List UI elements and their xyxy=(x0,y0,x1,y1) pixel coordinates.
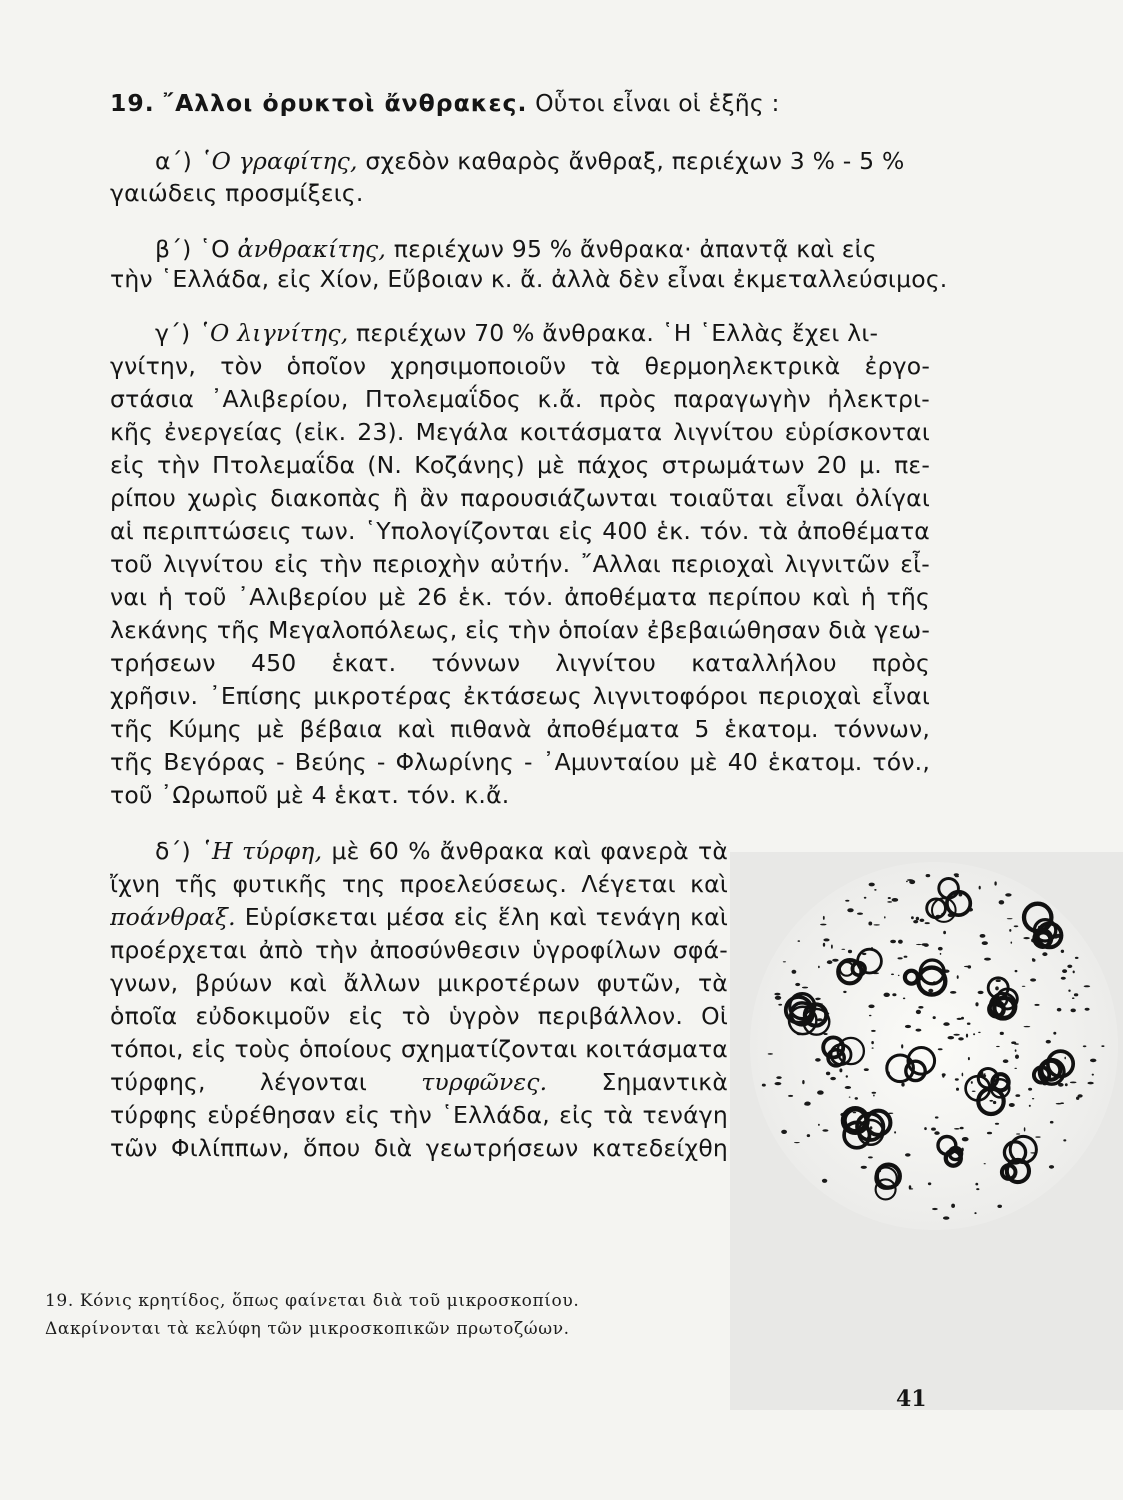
debris-speck xyxy=(818,966,820,969)
item-d-line-8 xyxy=(110,1067,728,1097)
item-a-line-1 xyxy=(155,146,905,176)
debris-speck xyxy=(994,881,996,885)
debris-speck xyxy=(792,970,797,974)
debris-speck xyxy=(1029,1105,1031,1107)
debris-speck xyxy=(1092,1074,1094,1076)
debris-speck xyxy=(948,1036,955,1039)
item-c-line: τῆς Βεγόρας - Βεύης - Φλωρίνης - ᾿Αμυνταίου μὲ 40 ἑκατομ. τόν., xyxy=(110,748,930,776)
debris-speck xyxy=(1014,1068,1017,1069)
item-c-line: γνίτην, τὸν ὁποῖον χρησιμοποιοῦν τὰ θερμοηλεκτρικὰ ἐργο- xyxy=(110,352,930,380)
debris-speck xyxy=(898,940,903,944)
item-c-line: τῆς Κύμης μὲ βέβαια καὶ πιθανὰ ἀποθέματα 5 ἑκατομ. τόννων, xyxy=(110,715,930,743)
debris-speck xyxy=(1050,1121,1054,1124)
debris-speck xyxy=(868,1005,874,1009)
debris-speck xyxy=(980,934,986,938)
debris-speck xyxy=(781,1130,787,1134)
debris-speck xyxy=(976,1188,979,1190)
debris-speck xyxy=(795,983,800,986)
debris-speck xyxy=(1011,1041,1016,1044)
debris-speck xyxy=(1030,978,1036,981)
debris-speck xyxy=(762,1084,766,1087)
debris-speck xyxy=(971,1081,973,1084)
debris-speck xyxy=(975,1183,978,1186)
debris-speck xyxy=(1062,969,1067,973)
debris-speck xyxy=(1074,993,1078,996)
debris-speck xyxy=(943,931,946,935)
item-d-text-8b: Σημαντικὰ xyxy=(601,1068,728,1096)
debris-speck xyxy=(868,1156,873,1158)
debris-speck xyxy=(864,897,867,899)
debris-speck xyxy=(906,881,908,883)
item-d-text: μὲ 60 % ἄνθρακα καὶ φανερὰ τὰ xyxy=(331,837,728,865)
debris-speck xyxy=(897,957,902,959)
debris-speck xyxy=(820,924,826,926)
debris-speck xyxy=(989,1100,993,1102)
item-a-line-2: γαιώδεις προσμίξεις. xyxy=(110,179,364,207)
debris-speck xyxy=(940,953,942,955)
debris-speck xyxy=(926,874,931,877)
item-c-last-line: τοῦ ᾿Ωρωποῦ μὲ 4 ἑκατ. τόν. κ.ἄ. xyxy=(110,781,510,809)
debris-speck xyxy=(950,991,956,994)
debris-speck xyxy=(982,941,988,945)
debris-speck xyxy=(1046,1040,1051,1044)
debris-speck xyxy=(1073,971,1075,974)
debris-speck xyxy=(894,1131,896,1133)
debris-speck xyxy=(1015,1049,1017,1052)
debris-speck xyxy=(973,1033,975,1035)
debris-speck xyxy=(802,1080,804,1084)
item-c-line: κῆς ἐνεργείας (εἰκ. 23). Μεγάλα κοιτάσματα λιγνίτου εὑρίσκονται xyxy=(110,418,930,446)
debris-speck xyxy=(1083,1045,1087,1047)
debris-speck xyxy=(1007,918,1013,919)
debris-speck xyxy=(916,1029,922,1032)
debris-speck xyxy=(1034,1004,1039,1006)
debris-speck xyxy=(984,1163,986,1164)
debris-speck xyxy=(802,987,808,989)
debris-speck xyxy=(1065,1083,1068,1086)
debris-speck xyxy=(776,1076,781,1079)
debris-speck xyxy=(817,1090,824,1094)
debris-speck xyxy=(943,1216,949,1219)
debris-speck xyxy=(1009,929,1011,932)
debris-speck xyxy=(916,1010,921,1014)
debris-speck xyxy=(891,974,894,976)
debris-speck xyxy=(984,958,991,961)
debris-speck xyxy=(831,945,833,949)
item-d-line-9: τύρφης εὑρέθησαν εἰς τὴν ῾Ελλάδα, εἰς τὰ τενάγη xyxy=(110,1101,728,1129)
item-c-line: λεκάνης τῆς Μεγαλοπόλεως, εἰς τὴν ὁποίαν ἐβεβαιώθησαν διὰ γεω- xyxy=(110,616,930,644)
debris-speck xyxy=(953,1034,959,1036)
debris-speck xyxy=(1011,942,1013,944)
debris-speck xyxy=(868,922,872,926)
debris-speck xyxy=(892,993,896,996)
debris-speck xyxy=(999,900,1005,904)
debris-speck xyxy=(925,922,930,924)
debris-speck xyxy=(975,1002,978,1006)
debris-speck xyxy=(1032,1098,1034,1099)
debris-speck xyxy=(1075,957,1079,959)
debris-speck xyxy=(905,1025,911,1028)
debris-speck xyxy=(960,1127,964,1130)
item-d-line: τόποι, εἰς τοὺς ὁποίους σχηματίζονται κοιτάσματα xyxy=(110,1035,728,1063)
debris-speck xyxy=(1003,1059,1009,1063)
debris-speck xyxy=(1067,965,1072,968)
debris-speck xyxy=(874,889,876,891)
debris-speck xyxy=(1016,1133,1020,1134)
debris-speck xyxy=(855,1097,858,1100)
item-d-prefix: δ΄) xyxy=(155,837,191,865)
debris-speck xyxy=(1076,1097,1079,1100)
debris-speck xyxy=(823,916,825,920)
debris-speck xyxy=(918,1006,923,1009)
figure-caption-line-2: Δακρίνονται τὰ κελύφη τῶν μικροσκοπικῶν πρωτοζώων. xyxy=(45,1319,570,1339)
item-b-term: ἀνθρακίτης, xyxy=(237,235,387,263)
item-c-line: αἱ περιπτώσεις των. ῾Υπολογίζονται εἰς 400 ἑκ. τόν. τὰ ἀποθέματα xyxy=(110,517,930,545)
debris-speck xyxy=(884,993,890,997)
item-c-line-1 xyxy=(155,318,878,348)
debris-speck xyxy=(987,1132,992,1135)
item-a-prefix: α΄) xyxy=(155,147,193,175)
debris-speck xyxy=(1024,1127,1026,1131)
section-title: ῎Αλλοι ὀρυκτοὶ ἄνθρακες. xyxy=(162,89,528,117)
debris-speck xyxy=(807,1134,810,1137)
debris-speck xyxy=(978,991,984,994)
debris-speck xyxy=(954,1128,960,1130)
item-c-prefix: γ΄) xyxy=(155,319,191,347)
debris-speck xyxy=(774,993,780,996)
debris-speck xyxy=(979,886,981,890)
debris-speck xyxy=(1014,925,1019,927)
debris-speck xyxy=(1009,1103,1015,1107)
debris-speck xyxy=(928,989,933,993)
debris-speck xyxy=(1085,1008,1090,1011)
debris-speck xyxy=(798,940,801,942)
item-d-text-8a: τύρφης, λέγονται xyxy=(110,1068,368,1096)
page-number: 41 xyxy=(896,1386,927,1412)
debris-speck xyxy=(1063,1139,1066,1141)
debris-speck xyxy=(1000,1032,1004,1035)
item-b-text: περιέχων 95 % ἄνθρακα· ἀπαντᾷ καὶ εἰς xyxy=(393,235,877,263)
debris-speck xyxy=(1070,1082,1077,1084)
debris-speck xyxy=(871,1030,876,1032)
debris-speck xyxy=(830,1077,836,1080)
debris-speck xyxy=(961,1017,964,1020)
debris-speck xyxy=(1056,1103,1062,1105)
debris-speck xyxy=(966,1034,968,1038)
debris-speck xyxy=(938,947,943,951)
item-a-text: σχεδὸν καθαρὸς ἄνθραξ, περιέχων 3 % - 5 % xyxy=(365,147,905,175)
debris-speck xyxy=(962,1073,964,1077)
debris-speck xyxy=(972,1091,976,1092)
debris-speck xyxy=(943,1022,949,1026)
item-c-line: ρίπου χωρὶς διακοπὰς ἢ ἂν παρουσιάζωνται τοιαῦται εἶναι ὀλίγαι xyxy=(110,484,930,512)
debris-speck xyxy=(822,1129,828,1131)
debris-speck xyxy=(823,943,825,947)
item-c-line: τρήσεων 450 ἑκατ. τόννων λιγνίτου καταλλήλου πρὸς xyxy=(110,649,930,677)
debris-speck xyxy=(1022,986,1026,987)
debris-speck xyxy=(887,901,892,903)
item-c-text: περιέχων 70 % ἄνθρακα. ῾Η ῾Ελλὰς ἔχει λι- xyxy=(356,319,879,347)
debris-speck xyxy=(957,975,959,979)
item-d-line: ὁποῖα εὐδοκιμοῦν εἰς τὸ ὑγρὸν περιβάλλον. Οἱ xyxy=(110,1002,728,1030)
item-d-line-2: ἴχνη τῆς φυτικῆς της προελεύσεως. Λέγεται καὶ xyxy=(110,870,728,898)
debris-speck xyxy=(815,1058,821,1062)
debris-speck xyxy=(968,1057,970,1060)
debris-speck xyxy=(1071,1009,1076,1013)
debris-speck xyxy=(956,1088,959,1091)
item-b-prefix: β΄) xyxy=(155,235,192,263)
debris-speck xyxy=(1005,893,1011,896)
debris-speck xyxy=(1090,1059,1096,1063)
item-d-line-10: τῶν Φιλίππων, ὅπου διὰ γεωτρήσεων κατεδείχθη xyxy=(110,1134,728,1162)
debris-speck xyxy=(916,917,919,921)
debris-speck xyxy=(826,1072,830,1076)
debris-speck xyxy=(778,1004,782,1006)
debris-speck xyxy=(843,991,846,993)
debris-speck xyxy=(924,943,929,947)
debris-speck xyxy=(1023,937,1030,939)
section-number: 19. xyxy=(110,89,155,117)
debris-speck xyxy=(871,1041,874,1044)
debris-speck xyxy=(839,1068,842,1072)
debris-speck xyxy=(903,998,905,1000)
item-d-line: γνων, βρύων καὶ ἄλλων μικροτέρων φυτῶν, τὰ xyxy=(110,969,728,997)
debris-speck xyxy=(996,979,1001,982)
item-c-line: χρῆσιν. ᾿Επίσης μικροτέρας ἐκτάσεως λιγνιτοφόροι περιοχαὶ εἶναι xyxy=(110,682,930,710)
debris-speck xyxy=(805,1102,811,1106)
debris-speck xyxy=(934,1131,939,1135)
debris-speck xyxy=(1015,970,1018,972)
debris-speck xyxy=(794,1142,800,1143)
debris-speck xyxy=(1057,1008,1062,1012)
debris-speck xyxy=(815,998,821,1000)
debris-speck xyxy=(951,1204,955,1208)
item-d-term: ῾Η τύρφη, xyxy=(200,837,323,865)
item-d-line-1 xyxy=(155,836,728,866)
debris-speck xyxy=(1049,1165,1054,1169)
item-d-term-2: ποάνθραξ. xyxy=(110,903,236,931)
debris-speck xyxy=(913,920,918,923)
debris-speck xyxy=(768,1053,773,1055)
debris-speck xyxy=(898,975,900,976)
debris-speck xyxy=(907,879,913,881)
debris-speck xyxy=(905,1153,911,1156)
debris-speck xyxy=(853,1112,857,1114)
debris-speck xyxy=(832,959,838,962)
debris-speck xyxy=(938,1048,943,1050)
item-d-text-3: Εὑρίσκεται μέσα εἰς ἕλη καὶ τενάγη καὶ xyxy=(244,903,728,931)
debris-speck xyxy=(909,1185,912,1189)
item-b-line-2: τὴν ῾Ελλάδα, εἰς Χίον, Εὔβοιαν κ. ἄ. ἀλλὰ δὲν εἶναι ἐκμεταλλεύσιμος. xyxy=(110,265,948,293)
debris-speck xyxy=(1053,1032,1056,1035)
debris-speck xyxy=(823,938,829,941)
debris-speck xyxy=(920,919,925,922)
debris-speck xyxy=(955,1078,959,1080)
debris-speck xyxy=(964,966,970,967)
item-d-line-3 xyxy=(110,902,728,932)
debris-speck xyxy=(1024,1026,1031,1027)
debris-speck xyxy=(869,883,875,887)
debris-speck xyxy=(997,1205,1002,1208)
debris-speck xyxy=(916,944,922,945)
debris-speck xyxy=(849,1097,851,1098)
debris-speck xyxy=(1061,977,1066,980)
debris-speck xyxy=(841,949,845,950)
debris-speck xyxy=(890,940,896,943)
debris-speck xyxy=(901,1044,903,1048)
debris-speck xyxy=(1015,1055,1019,1059)
debris-speck xyxy=(884,916,886,918)
debris-speck xyxy=(931,1128,936,1131)
debris-speck xyxy=(845,1086,851,1089)
debris-speck xyxy=(978,1032,981,1033)
debris-speck xyxy=(848,950,852,953)
debris-speck xyxy=(888,897,891,899)
debris-speck xyxy=(775,1082,782,1085)
debris-speck xyxy=(892,898,899,902)
item-a-term: ῾Ο γραφίτης, xyxy=(199,147,358,175)
item-b-article: ῾Ο xyxy=(199,235,230,263)
section-intro: Οὗτοι εἶναι οἱ ἑξῆς : xyxy=(535,89,780,117)
debris-speck xyxy=(827,960,833,964)
item-b-line-1 xyxy=(155,234,877,264)
debris-speck xyxy=(872,1092,877,1094)
debris-speck xyxy=(904,956,908,958)
debris-speck xyxy=(1072,997,1075,999)
debris-speck xyxy=(924,1127,927,1130)
debris-speck xyxy=(996,1046,1000,1047)
item-d-line: προέρχεται ἀπὸ τὴν ἀποσύνθεσιν ὑγροφίλων σφά- xyxy=(110,936,728,964)
debris-speck xyxy=(935,1116,939,1118)
debris-speck xyxy=(1088,1082,1094,1085)
debris-speck xyxy=(846,1075,848,1077)
debris-speck xyxy=(874,924,880,925)
debris-speck xyxy=(788,1095,793,1097)
debris-speck xyxy=(1061,950,1064,953)
debris-speck xyxy=(845,900,849,902)
debris-speck xyxy=(822,1179,827,1183)
debris-speck xyxy=(869,1015,872,1017)
item-c-line: ναι ἡ τοῦ ᾿Αλιβερίου μὲ 26 ἑκ. τόν. ἀποθέματα περίπου καὶ ἡ τῆς xyxy=(110,583,930,611)
debris-speck xyxy=(962,1137,969,1141)
debris-speck xyxy=(775,996,781,1000)
debris-speck xyxy=(1068,990,1070,992)
debris-speck xyxy=(928,1182,931,1185)
debris-speck xyxy=(995,986,999,990)
figure-caption-line-1: 19. Κόνις κρητίδος, ὅπως φαίνεται διὰ τοῦ μικροσκοπίου. xyxy=(45,1291,580,1311)
debris-speck xyxy=(872,1047,874,1048)
debris-speck xyxy=(1101,1045,1104,1047)
debris-speck xyxy=(1028,1088,1032,1091)
debris-speck xyxy=(864,1068,869,1071)
item-c-line: στάσια ᾿Αλιβερίου, Πτολεμαΐδος κ.ἄ. πρὸς παραγωγὴν ἠλεκτρι- xyxy=(110,385,930,413)
debris-speck xyxy=(1064,1057,1066,1060)
section-heading-line xyxy=(110,88,780,118)
debris-speck xyxy=(1084,985,1091,987)
item-c-term: ῾Ο λιγνίτης, xyxy=(198,319,349,347)
debris-speck xyxy=(995,1123,999,1125)
debris-speck xyxy=(954,873,959,876)
debris-speck xyxy=(847,908,853,912)
debris-speck xyxy=(958,1037,964,1040)
debris-speck xyxy=(993,1101,996,1104)
debris-speck xyxy=(1015,1094,1020,1097)
microscope-image xyxy=(748,860,1120,1232)
debris-speck xyxy=(1032,958,1034,961)
item-c-line: εἰς τὴν Πτολεμαΐδα (Ν. Κοζάνης) μὲ πάχος στρωμάτων 20 μ. πε- xyxy=(110,451,930,479)
debris-speck xyxy=(932,1208,938,1210)
debris-speck xyxy=(873,1095,875,1097)
item-c-line: τοῦ λιγνίτου εἰς τὴν περιοχὴν αὐτήν. ῎Αλλαι περιοχαὶ λιγνιτῶν εἶ- xyxy=(110,550,930,578)
debris-speck xyxy=(861,1166,867,1169)
item-d-term-3: τυρφῶνες. xyxy=(421,1068,548,1096)
debris-speck xyxy=(857,913,863,915)
debris-speck xyxy=(942,1075,944,1078)
debris-speck xyxy=(1035,1136,1040,1137)
debris-speck xyxy=(783,961,786,962)
debris-speck xyxy=(933,1016,936,1019)
debris-speck xyxy=(967,1023,971,1025)
debris-speck xyxy=(1042,952,1047,956)
debris-speck xyxy=(901,1083,904,1087)
debris-speck xyxy=(818,1124,820,1126)
debris-speck xyxy=(911,916,914,919)
debris-speck xyxy=(974,1212,976,1214)
